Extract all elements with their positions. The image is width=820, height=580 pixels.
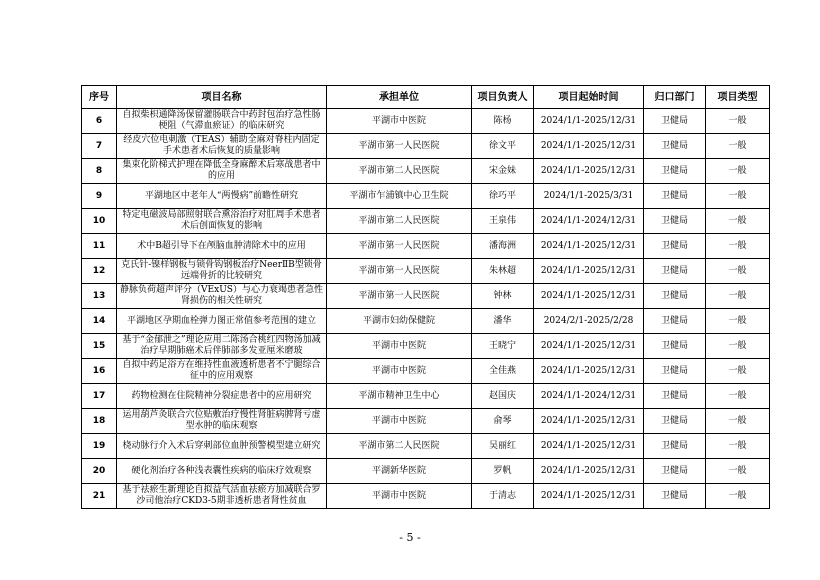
table-row xyxy=(82,334,770,359)
cell-project-name: 特定电磁波局部照射联合熏浴治疗对肛周手术患者术后创面恢复的影响 xyxy=(117,209,327,234)
cell-period: 2024/1/1-2024/12/31 xyxy=(534,384,644,409)
cell-dept: 卫健局 xyxy=(644,134,706,159)
cell-unit: 平湖市妇幼保健院 xyxy=(327,309,472,334)
header-project-name: 项目名称 xyxy=(117,86,327,109)
cell-no: 18 xyxy=(82,409,117,434)
cell-project-name: 自拟柴枳通降汤保留灌肠联合中药封包治疗急性肠梗阻（气滞血瘀证）的临床研究 xyxy=(117,109,327,134)
cell-leader: 吴丽红 xyxy=(472,434,534,459)
cell-type: 一般 xyxy=(706,309,770,334)
cell-no: 6 xyxy=(82,109,117,134)
cell-leader: 王泉伟 xyxy=(472,209,534,234)
table-row xyxy=(82,134,770,159)
cell-dept: 卫健局 xyxy=(644,209,706,234)
cell-leader: 全佳燕 xyxy=(472,359,534,384)
cell-period: 2024/1/1-2025/12/31 xyxy=(534,259,644,284)
cell-project-name: 克氏针-镍样钢板与锁骨钩钢板治疗NeerⅡB型锁骨远端骨折的比较研究 xyxy=(117,259,327,284)
cell-type: 一般 xyxy=(706,334,770,359)
cell-period: 2024/1/1-2025/12/31 xyxy=(534,234,644,259)
cell-leader: 徐巧平 xyxy=(472,184,534,209)
cell-dept: 卫健局 xyxy=(644,409,706,434)
cell-unit: 平湖市第一人民医院 xyxy=(327,284,472,309)
cell-project-name: 基于“金郁泄之”理论应用二陈汤合桃红四物汤加减治疗早期肺癌术后伴肺部多发亚厘米磨玻 xyxy=(117,334,327,359)
cell-type: 一般 xyxy=(706,284,770,309)
cell-type: 一般 xyxy=(706,184,770,209)
cell-period: 2024/1/1-2025/12/31 xyxy=(534,459,644,484)
cell-period: 2024/1/1-2025/12/31 xyxy=(534,109,644,134)
cell-period: 2024/1/1-2025/12/31 xyxy=(534,134,644,159)
cell-dept: 卫健局 xyxy=(644,109,706,134)
cell-period: 2024/1/1-2025/12/31 xyxy=(534,359,644,384)
cell-dept: 卫健局 xyxy=(644,284,706,309)
cell-leader: 罗帆 xyxy=(472,459,534,484)
table-row xyxy=(82,209,770,234)
cell-no: 12 xyxy=(82,259,117,284)
cell-no: 10 xyxy=(82,209,117,234)
cell-unit: 平湖市中医院 xyxy=(327,334,472,359)
cell-no: 16 xyxy=(82,359,117,384)
cell-unit: 平湖新华医院 xyxy=(327,459,472,484)
cell-unit: 平湖市第二人民医院 xyxy=(327,209,472,234)
cell-type: 一般 xyxy=(706,209,770,234)
cell-period: 2024/1/1-2025/12/31 xyxy=(534,409,644,434)
cell-period: 2024/1/1-2025/12/31 xyxy=(534,284,644,309)
cell-unit: 平湖市精神卫生中心 xyxy=(327,384,472,409)
cell-unit: 平湖市第二人民医院 xyxy=(327,434,472,459)
cell-no: 14 xyxy=(82,309,117,334)
table-row xyxy=(82,234,770,259)
cell-no: 13 xyxy=(82,284,117,309)
cell-project-name: 术中B超引导下在颅脑血肿清除术中的应用 xyxy=(117,234,327,259)
page-number: - 5 - xyxy=(399,531,421,544)
cell-project-name: 药物检测在住院精神分裂症患者中的应用研究 xyxy=(117,384,327,409)
cell-unit: 平湖市第二人民医院 xyxy=(327,159,472,184)
cell-project-name: 经皮穴位电刺激（TEAS）辅助全麻对脊柱内固定手术患者术后恢复的质量影响 xyxy=(117,134,327,159)
cell-no: 17 xyxy=(82,384,117,409)
cell-project-name: 平湖地区中老年人“两慢病”前瞻性研究 xyxy=(117,184,327,209)
cell-leader: 朱林超 xyxy=(472,259,534,284)
cell-unit: 平湖市中医院 xyxy=(327,109,472,134)
cell-project-name: 桡动脉行介入术后穿刺部位血肿预警模型建立研究 xyxy=(117,434,327,459)
cell-period: 2024/1/1-2024/12/31 xyxy=(534,209,644,234)
cell-period: 2024/1/1-2025/12/31 xyxy=(534,334,644,359)
cell-no: 7 xyxy=(82,134,117,159)
header-unit: 承担单位 xyxy=(327,86,472,109)
cell-period: 2024/1/1-2025/3/31 xyxy=(534,184,644,209)
header-leader: 项目负责人 xyxy=(472,86,534,109)
cell-leader: 宋金妹 xyxy=(472,159,534,184)
cell-period: 2024/1/1-2025/12/31 xyxy=(534,159,644,184)
cell-project-name: 硬化剂治疗各种浅表囊性疾病的临床疗效观察 xyxy=(117,459,327,484)
table-row xyxy=(82,434,770,459)
cell-no: 11 xyxy=(82,234,117,259)
cell-dept: 卫健局 xyxy=(644,259,706,284)
table-row xyxy=(82,409,770,434)
cell-leader: 王晓宁 xyxy=(472,334,534,359)
cell-period: 2024/1/1-2025/12/31 xyxy=(534,434,644,459)
cell-leader: 赵国庆 xyxy=(472,384,534,409)
cell-project-name: 集束化阶梯式护理在降低全身麻醉术后寒战患者中的应用 xyxy=(117,159,327,184)
table-row xyxy=(82,109,770,134)
cell-leader: 于清志 xyxy=(472,484,534,509)
cell-type: 一般 xyxy=(706,259,770,284)
cell-leader: 潘华 xyxy=(472,309,534,334)
header-period: 项目起始时间 xyxy=(534,86,644,109)
cell-no: 8 xyxy=(82,159,117,184)
cell-type: 一般 xyxy=(706,484,770,509)
cell-no: 19 xyxy=(82,434,117,459)
cell-dept: 卫健局 xyxy=(644,434,706,459)
cell-type: 一般 xyxy=(706,159,770,184)
cell-type: 一般 xyxy=(706,134,770,159)
cell-no: 20 xyxy=(82,459,117,484)
cell-type: 一般 xyxy=(706,109,770,134)
cell-unit: 平湖市乍浦镇中心卫生院 xyxy=(327,184,472,209)
cell-dept: 卫健局 xyxy=(644,334,706,359)
cell-type: 一般 xyxy=(706,234,770,259)
cell-dept: 卫健局 xyxy=(644,459,706,484)
cell-dept: 卫健局 xyxy=(644,234,706,259)
table-row xyxy=(82,384,770,409)
header-dept: 归口部门 xyxy=(644,86,706,109)
cell-type: 一般 xyxy=(706,459,770,484)
table-row xyxy=(82,259,770,284)
cell-dept: 卫健局 xyxy=(644,359,706,384)
cell-unit: 平湖市第一人民医院 xyxy=(327,234,472,259)
cell-leader: 陈杨 xyxy=(472,109,534,134)
cell-project-name: 运用葫芦灸联合穴位贴敷治疗慢性肾脏病脾肾亏虚型水肿的临床观察 xyxy=(117,409,327,434)
cell-leader: 钟林 xyxy=(472,284,534,309)
cell-type: 一般 xyxy=(706,409,770,434)
cell-dept: 卫健局 xyxy=(644,484,706,509)
cell-no: 9 xyxy=(82,184,117,209)
table-row xyxy=(82,309,770,334)
cell-leader: 徐文平 xyxy=(472,134,534,159)
cell-project-name: 平湖地区孕期血栓弹力图正常值参考范围的建立 xyxy=(117,309,327,334)
table-row xyxy=(82,184,770,209)
cell-dept: 卫健局 xyxy=(644,384,706,409)
header-type: 项目类型 xyxy=(706,86,770,109)
cell-no: 15 xyxy=(82,334,117,359)
cell-unit: 平湖市中医院 xyxy=(327,359,472,384)
table-row xyxy=(82,284,770,309)
cell-unit: 平湖市第一人民医院 xyxy=(327,259,472,284)
header-no: 序号 xyxy=(82,86,117,109)
table-row xyxy=(82,484,770,509)
cell-type: 一般 xyxy=(706,434,770,459)
table-row xyxy=(82,159,770,184)
cell-type: 一般 xyxy=(706,359,770,384)
table-row xyxy=(82,359,770,384)
projects-table xyxy=(81,85,770,509)
cell-dept: 卫健局 xyxy=(644,309,706,334)
cell-project-name: 自拟中药足浴方在维持性血液透析患者不宁腿综合征中的应用观察 xyxy=(117,359,327,384)
cell-leader: 俞琴 xyxy=(472,409,534,434)
cell-type: 一般 xyxy=(706,384,770,409)
cell-unit: 平湖市中医院 xyxy=(327,409,472,434)
table-row xyxy=(82,459,770,484)
cell-dept: 卫健局 xyxy=(644,184,706,209)
cell-unit: 平湖市第一人民医院 xyxy=(327,134,472,159)
cell-project-name: 基于祛瘀生新理论自拟益气活血祛瘀方加减联合罗沙司他治疗CKD3-5期非透析患者肾性贫血 xyxy=(117,484,327,509)
table-header-row xyxy=(82,86,770,109)
cell-no: 21 xyxy=(82,484,117,509)
cell-period: 2024/2/1-2025/2/28 xyxy=(534,309,644,334)
cell-unit: 平湖市中医院 xyxy=(327,484,472,509)
cell-dept: 卫健局 xyxy=(644,159,706,184)
cell-leader: 潘海洲 xyxy=(472,234,534,259)
cell-period: 2024/1/1-2025/12/31 xyxy=(534,484,644,509)
cell-project-name: 静脉负荷超声评分（VExUS）与心力衰竭患者急性肾损伤的相关性研究 xyxy=(117,284,327,309)
